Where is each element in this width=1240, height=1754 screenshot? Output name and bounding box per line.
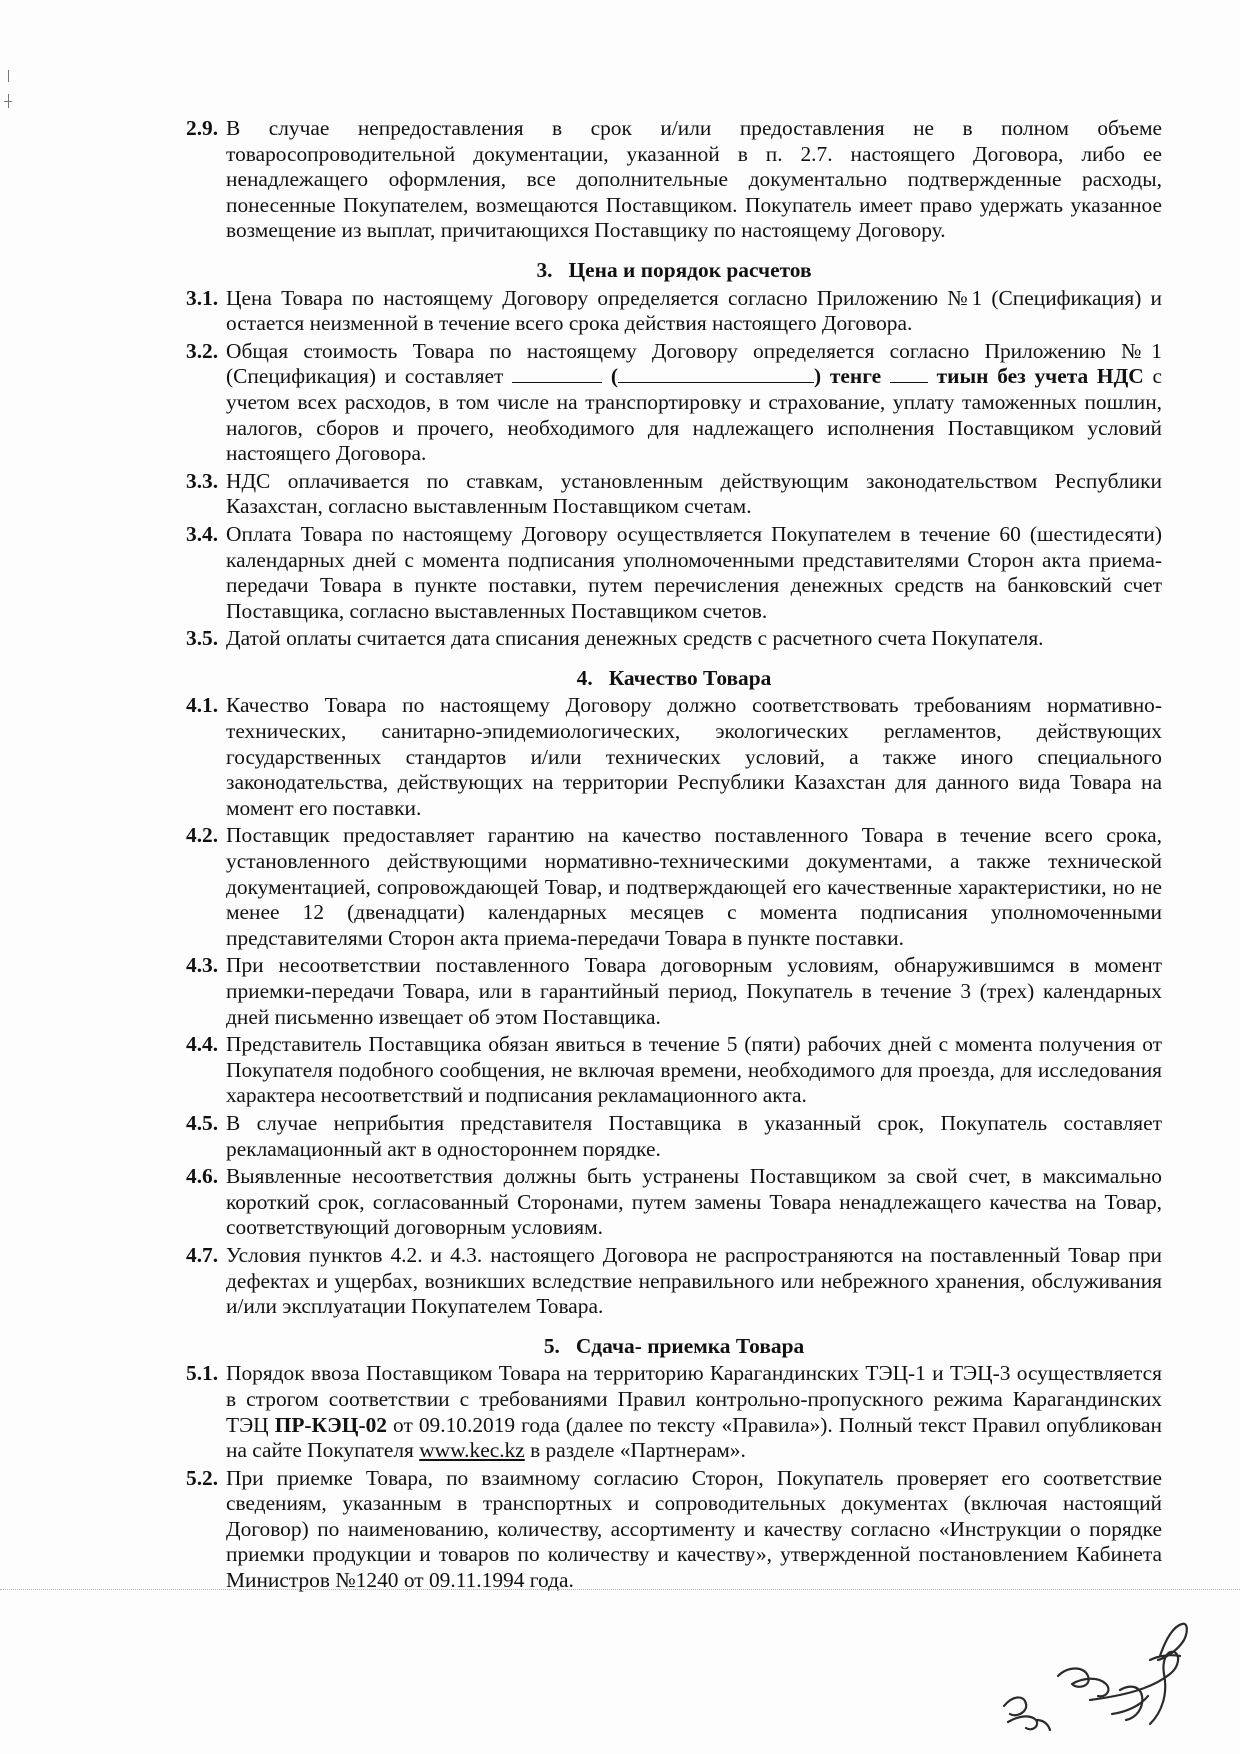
section-heading-3 (186, 258, 1162, 284)
clause-2-9 (186, 116, 1162, 244)
section-heading-5 (186, 1334, 1162, 1360)
section-number: 4. (576, 665, 593, 690)
clause-text: При приемке Товара, по взаимному согласию Сторон, Покупатель проверяет его соответствие сведениям, указанным в транспортных и сопроводительных документах (включая настоящий Договор) по наименованию, количеству, ассортименту и качеству согласно «Инструкции о порядке приемки продукции и товаров по количеству и качеству», утвержденной постановлением Кабинета Министров №1240 от 09.11.1994 года. (226, 1465, 1162, 1593)
section-number: 5. (543, 1333, 560, 1358)
clause-3-2 (186, 339, 1162, 467)
margin-mark (8, 70, 9, 82)
clause-number: 4.6. (186, 1164, 219, 1189)
clause-number: 4.3. (186, 953, 219, 978)
clause-3-5 (186, 626, 1162, 652)
clause-4-6 (186, 1164, 1162, 1241)
signature-stroke (1112, 1687, 1148, 1720)
clause-text (226, 1361, 1162, 1463)
clause-text: В случае неприбытия представителя Поставщика в указанный срок, Покупатель составляет рекламационный акт в одностороннем порядке. (226, 1110, 1162, 1161)
clause-4-4 (186, 1032, 1162, 1109)
close-paren: ) (814, 364, 822, 389)
clause-4-1 (186, 693, 1162, 821)
section-title: Цена и порядок расчетов (568, 257, 812, 282)
clause-number: 3.5. (186, 626, 219, 651)
clause-number: 3.3. (186, 468, 219, 493)
section-number: 3. (536, 257, 553, 282)
clause-text-part: от 09.10.2019 года (далее по тексту «Правила»). Полный текст Правил опубликован на сайте Покупателя (226, 1412, 1162, 1463)
clause-text: Датой оплаты считается дата списания денежных средств с расчетного счета Покупателя. (226, 626, 1044, 651)
clause-4-7 (186, 1243, 1162, 1320)
margin-mark (4, 101, 12, 102)
clause-4-2 (186, 823, 1162, 951)
tiyn-blank (890, 364, 928, 383)
clause-3-3 (186, 469, 1162, 520)
clause-number: 4.7. (186, 1242, 219, 1267)
rules-code: ПР-КЭЦ-02 (274, 1412, 387, 1437)
clause-number: 3.4. (186, 521, 219, 546)
clause-text: Выявленные несоответствия должны быть устранены Поставщиком за свой счет, в максимально короткий срок, согласованный Сторонами, путем замены Товара ненадлежащего качества на Товар, соответствующий договорным условиям. (226, 1164, 1162, 1240)
clause-text: Представитель Поставщика обязан явиться в течение 5 (пяти) рабочих дней с момента получения от Покупателя подобного сообщения, не включая времени, необходимого для проезда, для исследования характера несоответствий и подписания рекламационного акта. (226, 1032, 1162, 1108)
clause-text (226, 339, 1162, 467)
clause-3-4 (186, 522, 1162, 624)
signature-stroke (1150, 1624, 1187, 1660)
signature-stroke (1058, 1669, 1108, 1697)
scan-fold-line (0, 1589, 1240, 1590)
clause-3-1 (186, 286, 1162, 337)
clause-number: 3.1. (186, 285, 219, 310)
clause-text: В случае непредоставления в срок и/или предоставления не в полном объеме товаросопроводительной документации, указанной в п. 2.7. настоящего Договора, либо ее ненадлежащего оформления, все дополнительные документально подтвержденные расходы, понесенные Покупателем, возмещаются Поставщиком. Покупатель имеет право удержать указанное возмещение из выплат, причитающихся Поставщику по настоящему Договору. (226, 116, 1162, 243)
clause-number: 5.1. (186, 1361, 219, 1386)
clause-number: 4.5. (186, 1110, 219, 1135)
clause-text: Оплата Товара по настоящему Договору осуществляется Покупателем в течение 60 (шестидесяти) календарных дней с момента подписания уполномоченными представителями Сторон акта приема-передачи Товара в пункте поставки, путем перечисления денежных средств на банковский счет Поставщика, согласно выставленных Поставщиком счетов. (226, 521, 1162, 623)
clause-5-2 (186, 1466, 1162, 1594)
amount-words-blank (618, 364, 814, 383)
clause-text: Качество Товара по настоящему Договору должно соответствовать требованиям нормативно-технических, санитарно-эпидемиологических, экологических регламентов, действующих государственных стандартов и/или технических условий, а также иного специального законодательства, действующих на территории Республики Казахстан для данного вида Товара на момент его поставки. (226, 693, 1162, 820)
clause-text: Условия пунктов 4.2. и 4.3. настоящего Договора не распространяются на поставленный Товар при дефектах и ущербах, возникших вследствие неправильного или небрежного хранения, обслуживания и/или эксплуатации Покупателем Товара. (226, 1242, 1162, 1319)
clause-number: 5.2. (186, 1465, 219, 1490)
section-heading-4 (186, 666, 1162, 692)
clause-text-part: в разделе «Партнерам». (530, 1438, 746, 1463)
clause-text: Поставщик предоставляет гарантию на качество поставленного Товара в течение всего срока, установленного действующими нормативно-техническими документами, а также технической документацией, сопровождающей Товар, и подтверждающей его качественные характеристики, но не менее 12 (двенадцати) календарных месяцев с момента подписания уполномоченными представителями Сторон акта приема-передачи Товара в пункте поставки. (226, 823, 1162, 950)
clause-text-part: Общая стоимость Товара по настоящему Договору определяется согласно Приложению №1 (Спецификация) и составляет (226, 338, 1162, 389)
clause-4-3 (186, 953, 1162, 1030)
clause-text: Цена Товара по настоящему Договору определяется согласно Приложению №1 (Спецификация) и остается неизменной в течение всего срока действия настоящего Договора. (226, 285, 1162, 336)
signature-stroke (1090, 1652, 1178, 1724)
clause-number: 2.9. (186, 116, 219, 140)
signature-stroke (1004, 1697, 1050, 1730)
section-title: Качество Товара (608, 665, 772, 690)
open-paren: ( (610, 364, 618, 389)
clause-text: НДС оплачивается по ставкам, установленным действующим законодательством Республики Казахстан, согласно выставленным Поставщиком счетам. (226, 468, 1162, 519)
website-link[interactable]: www.kec.kz (419, 1438, 525, 1463)
clause-4-5 (186, 1111, 1162, 1162)
clause-number: 4.1. (186, 693, 219, 718)
clause-text: При несоответствии поставленного Товара договорным условиям, обнаружившимся в момент приемки-передачи Товара, или в гарантийный период, Покупатель в течение 3 (трех) календарных дней письменно извещает об этом Поставщика. (226, 953, 1162, 1029)
clause-number: 4.2. (186, 823, 219, 848)
section-title: Сдача- приемка Товара (575, 1333, 805, 1358)
document-body (186, 116, 1162, 1596)
clause-text-part: с учетом всех расходов, в том числе на транспортировку и страхование, уплату таможенных пошлин, налогов, сборов и прочего, необходимого для надлежащего исполнения Поставщиком условий настоящего Договора. (226, 364, 1162, 466)
clause-number: 3.2. (186, 338, 219, 363)
clause-number: 4.4. (186, 1032, 219, 1057)
amount-blank (512, 364, 602, 383)
clause-5-1 (186, 1361, 1162, 1463)
clause-text-part: Порядок ввоза Поставщиком Товара на территорию Карагандинских ТЭЦ-1 и ТЭЦ-3 осуществляется в строгом соответствии с требованиями Правил контрольно-пропускного режима Карагандинских ТЭЦ (226, 1361, 1162, 1437)
currency-tenge: тенге (829, 364, 882, 389)
vat-note: тиын без учета НДС (936, 364, 1144, 389)
